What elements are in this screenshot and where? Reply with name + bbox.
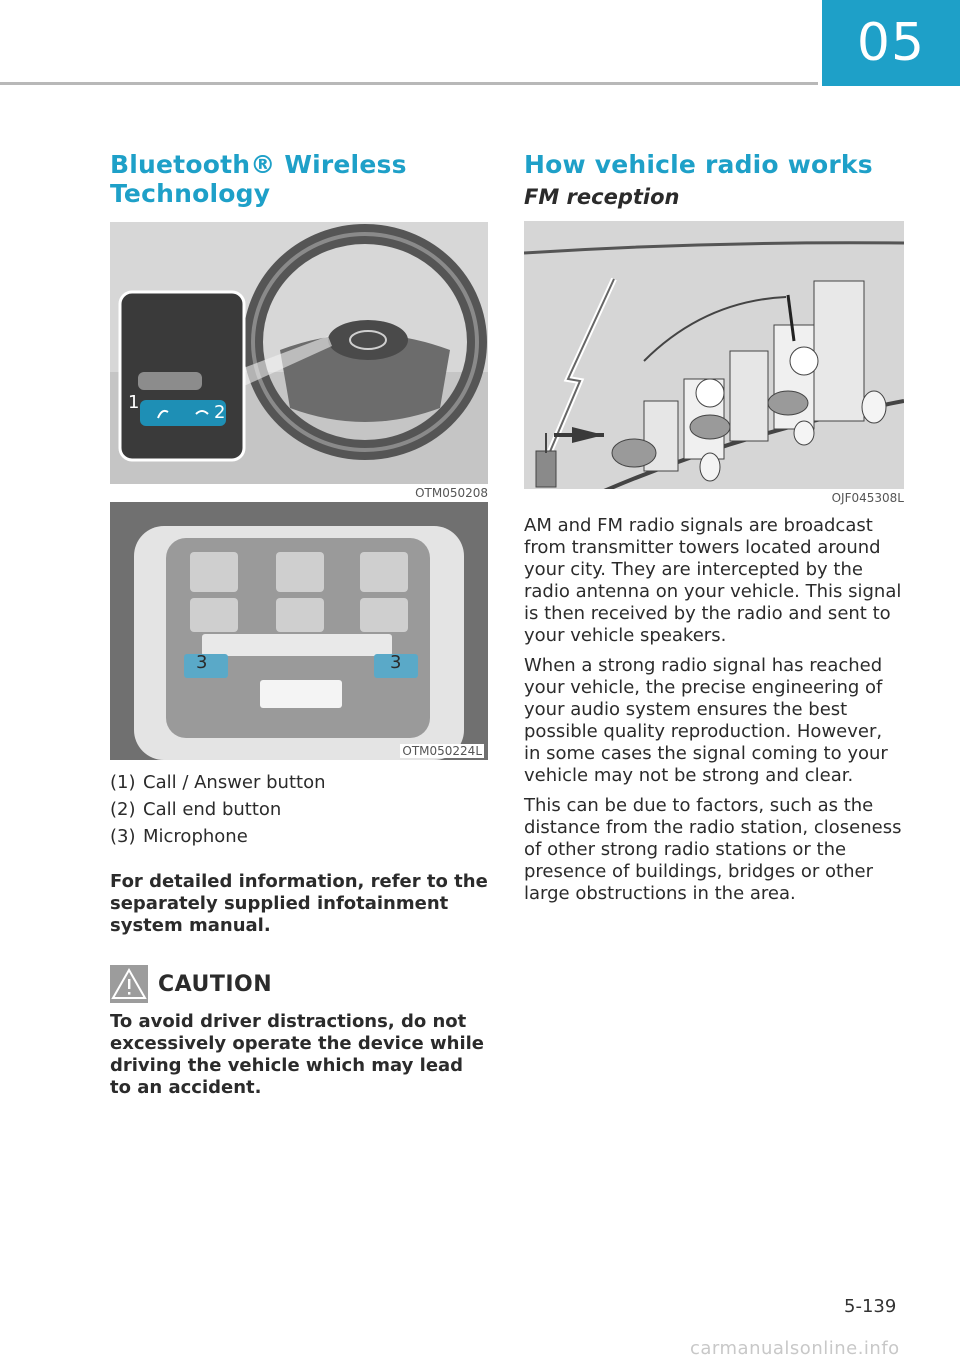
section-heading-radio: How vehicle radio works	[524, 150, 873, 179]
callout-3-left: 3	[196, 652, 208, 673]
page-number: 5-139	[844, 1296, 897, 1317]
caution-text: To avoid driver distractions, do not excessively operate the device while driving the vehicle which may lead to an accident.	[110, 1011, 484, 1098]
subheading-fm-reception: FM reception	[524, 185, 680, 209]
paragraph-2: When a strong radio signal has reached your vehicle, the precise engineering of your audio system ensures the best possible quality reproduction. However, in some cases the signal coming to your vehicle may not be strong and clear.	[524, 655, 888, 786]
steering-wheel-illustration	[110, 222, 488, 484]
button-legend-list	[110, 772, 488, 847]
callout-3-right: 3	[390, 652, 402, 673]
overhead-console-illustration	[110, 502, 488, 760]
paragraph-1: AM and FM radio signals are broadcast from transmitter towers located around your city. They are intercepted by the radio antenna on your vehicle. This signal is then received by the radio and sent to your vehicle speakers.	[524, 515, 902, 646]
left-column	[110, 150, 488, 1099]
fm-reception-figure	[524, 221, 904, 489]
header-rule	[0, 82, 818, 85]
callout-2: 2	[214, 402, 226, 423]
caution-header	[110, 965, 488, 1003]
watermark-text: carmanualsonline.info	[690, 1338, 900, 1359]
list-item: (2) Call end button	[110, 799, 282, 820]
figure-code-3: OJF045308L	[831, 491, 904, 505]
fm-reception-illustration	[524, 221, 904, 489]
overhead-console-figure	[110, 502, 488, 760]
paragraph-3: This can be due to factors, such as the distance from the radio station, closeness of other strong radio stations or the presence of buildings, bridges or other large obstructions in the area.	[524, 795, 902, 904]
infotainment-note: For detailed information, refer to the separately supplied infotainment system manual.	[110, 871, 488, 936]
figure-code-1: OTM050208	[415, 486, 488, 500]
warning-icon	[110, 965, 148, 1003]
caution-title: CAUTION	[158, 971, 273, 997]
callout-1: 1	[128, 392, 140, 413]
list-item: (3) Microphone	[110, 826, 248, 847]
chapter-tab: 05	[822, 0, 960, 86]
figure-code-2: OTM050224L	[402, 744, 482, 758]
steering-wheel-figure	[110, 222, 488, 484]
section-heading-bluetooth: Bluetooth® Wireless Technology	[110, 150, 407, 208]
right-column	[524, 150, 904, 905]
list-item: (1) Call / Answer button	[110, 772, 326, 793]
